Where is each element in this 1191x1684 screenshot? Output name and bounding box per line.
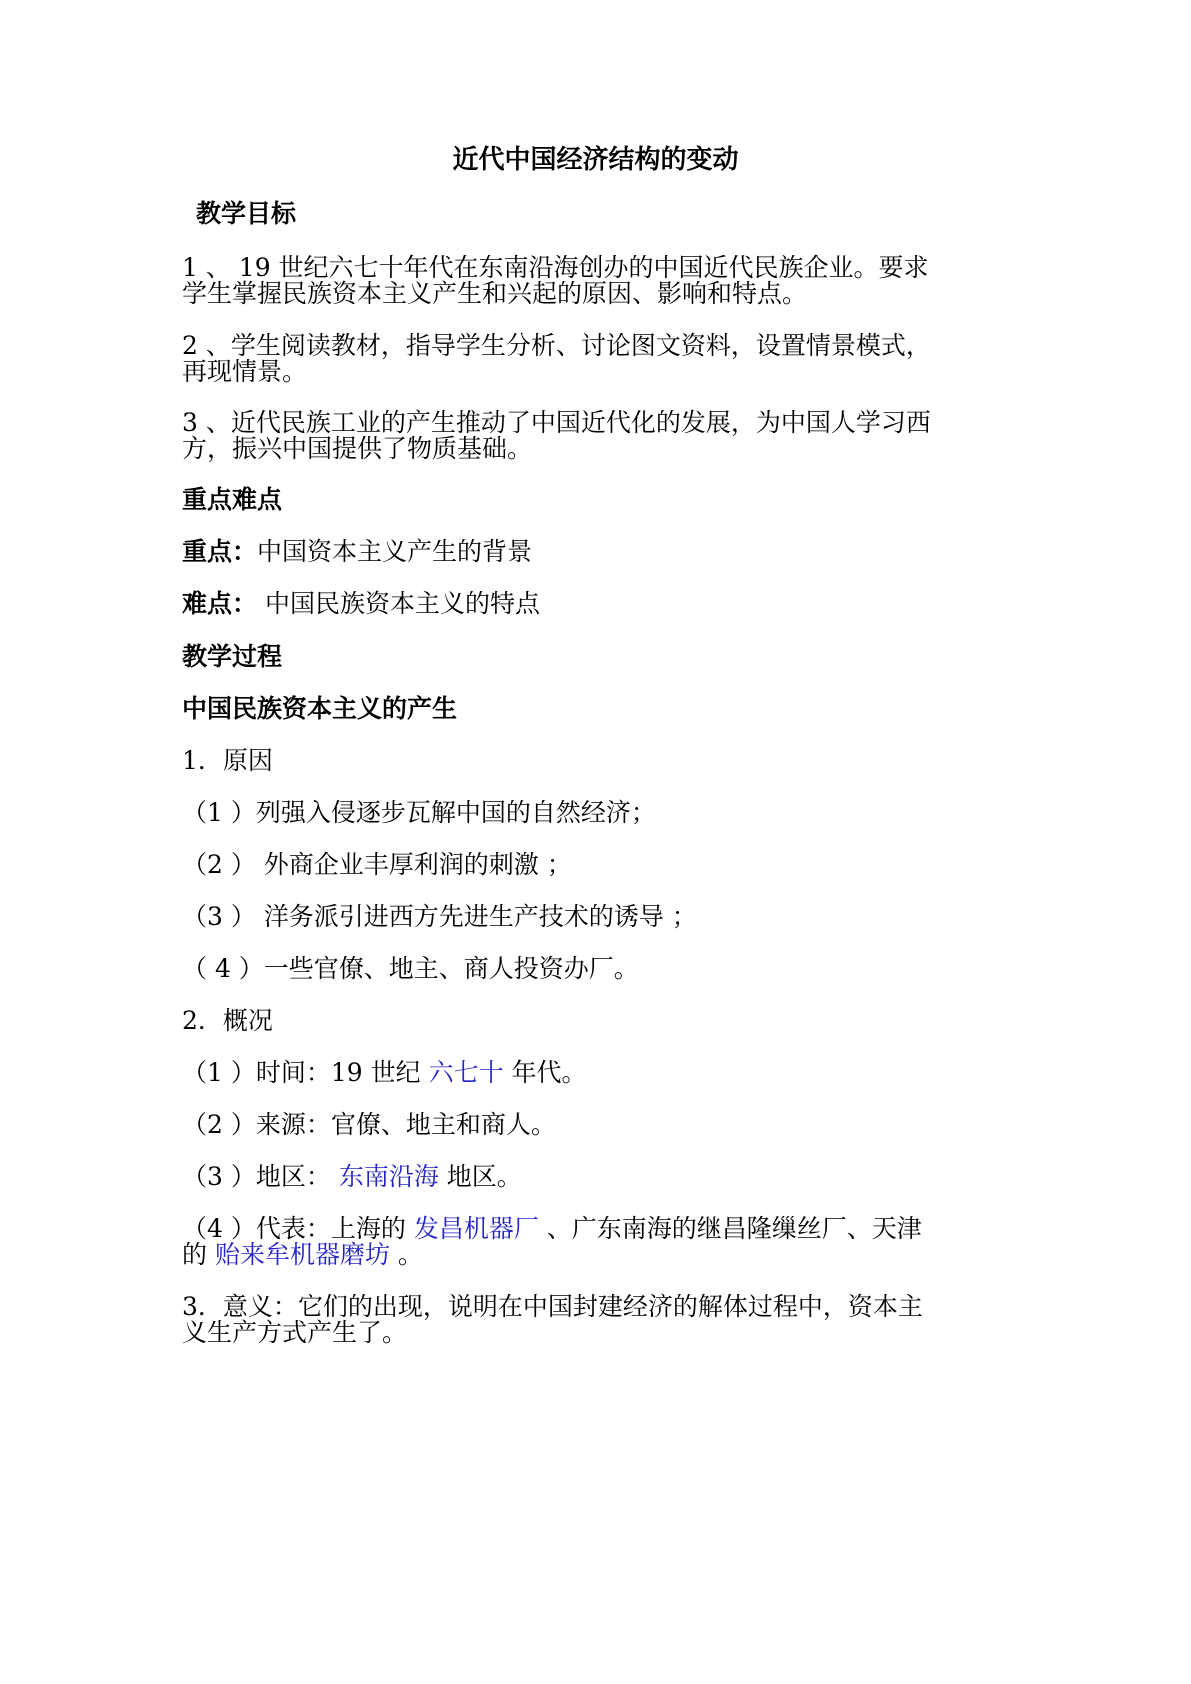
objective-3-line-2: 方，振兴中国提供了物质基础。 <box>182 434 533 463</box>
document-title: 近代中国经济结构的变动 <box>452 145 739 175</box>
process-heading: 教学过程 <box>182 642 283 671</box>
key-points-heading: 重点难点 <box>182 485 283 514</box>
objective-1-line-1: 1 、 19 世纪六七十年代在东南沿海创办的中国近代民族企业。要求 <box>182 253 929 282</box>
overview-heading: 2．概况 <box>182 1006 273 1035</box>
rep-suffix: 。 <box>389 1240 423 1269</box>
region-suffix: 地区。 <box>438 1162 522 1191</box>
overview-time <box>182 1059 1022 1087</box>
significance-line-2: 义生产方式产生了。 <box>182 1318 408 1347</box>
causes-heading: 1．原因 <box>182 746 273 775</box>
overview-representatives-line-2 <box>182 1241 1022 1269</box>
cause-item: （3 ） 洋务派引进西方先进生产技术的诱导 ； <box>182 902 697 931</box>
overview-representatives-line-1 <box>182 1215 1022 1243</box>
time-answer: 六七十 <box>428 1058 504 1087</box>
cause-item: （1 ）列强入侵逐步瓦解中国的自然经济； <box>182 798 656 827</box>
process-subheading: 中国民族资本主义的产生 <box>182 694 458 723</box>
region-answer: 东南沿海 <box>338 1162 439 1191</box>
rep-answer-2: 贻来牟机器磨坊 <box>214 1240 390 1269</box>
time-suffix: 年代。 <box>503 1058 587 1087</box>
overview-region <box>182 1163 1022 1191</box>
objective-2-line-2: 再现情景。 <box>182 357 308 386</box>
difficulty-text: 中国民族资本主义的特点 <box>257 589 540 618</box>
cause-item: （ 4 ）一些官僚、地主、商人投资办厂。 <box>182 954 639 983</box>
objective-3-line-1: 3 、近代民族工业的产生推动了中国近代化的发展，为中国人学习西 <box>182 408 931 437</box>
difficulty-line <box>182 590 1022 618</box>
rep-prefix: （4 ）代表：上海的 <box>182 1214 414 1243</box>
region-prefix: （3 ）地区： <box>182 1162 339 1191</box>
focus-text: 中国资本主义产生的背景 <box>257 537 533 566</box>
rep-answer-1: 发昌机器厂 <box>413 1214 539 1243</box>
objective-2-line-1: 2 、学生阅读教材，指导学生分析、讨论图文资料，设置情景模式， <box>182 331 931 360</box>
cause-item: （2 ） 外商企业丰厚利润的刺激 ； <box>182 850 572 879</box>
objective-1-line-2: 学生掌握民族资本主义产生和兴起的原因、影响和特点。 <box>182 279 808 308</box>
time-prefix: （1 ）时间：19 世纪 <box>182 1058 429 1087</box>
rep-line2-prefix: 的 <box>182 1240 215 1269</box>
focus-line <box>182 538 1022 566</box>
objectives-heading: 教学目标 <box>196 199 297 228</box>
focus-label: 重点： <box>182 537 258 566</box>
overview-source: （2 ）来源：官僚、地主和商人。 <box>182 1110 556 1139</box>
rep-middle: 、广东南海的继昌隆缫丝厂、天津 <box>538 1214 922 1243</box>
significance-line-1: 3．意义：它们的出现，说明在中国封建经济的解体过程中，资本主 <box>182 1292 923 1321</box>
difficulty-label: 难点： <box>182 589 258 618</box>
